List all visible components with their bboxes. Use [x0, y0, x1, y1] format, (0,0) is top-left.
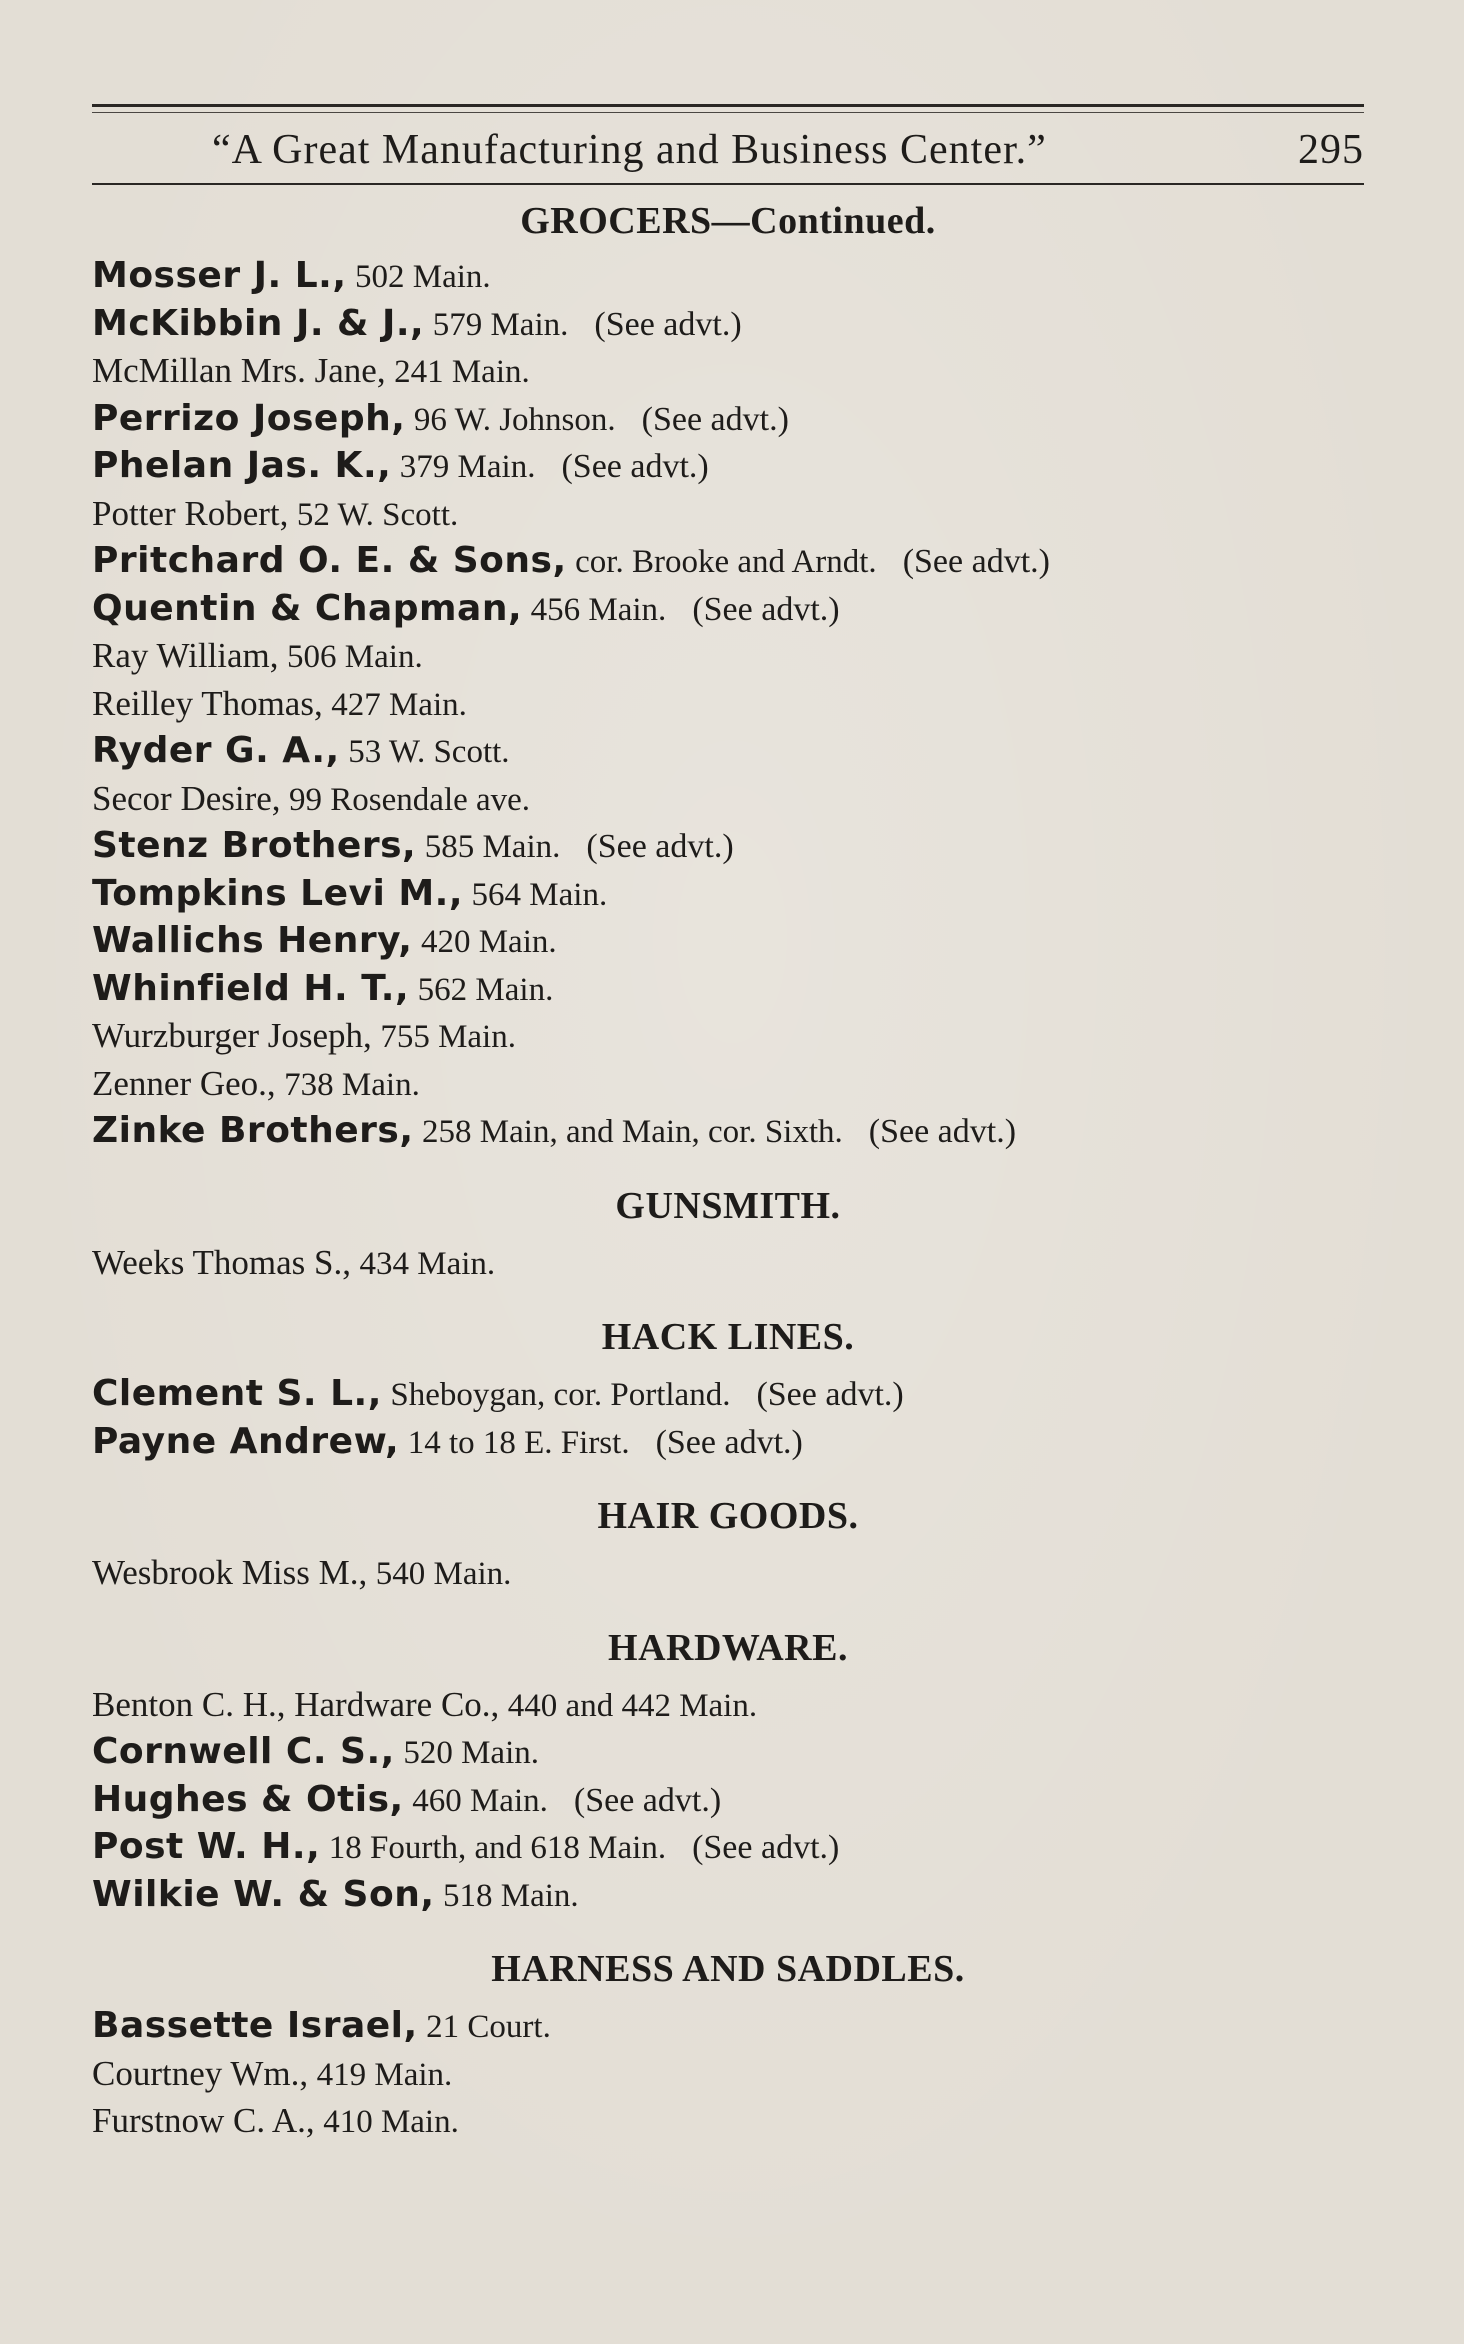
entry-address: 440 and 442 Main. [507, 1687, 758, 1724]
entry-name: Mosser J. L., [92, 255, 347, 296]
entry-name: Tompkins Levi M., [92, 872, 464, 914]
directory-entry [92, 537, 1364, 585]
directory-entry [92, 1823, 1364, 1871]
section-spacer [92, 1465, 1364, 1491]
entry-name: Weeks Thomas S., [92, 1242, 352, 1282]
entry-address: 738 Main. [284, 1066, 420, 1103]
section-heading: GUNSMITH. [615, 1184, 841, 1227]
directory-entry [92, 490, 1364, 538]
section-spacer [92, 1155, 1364, 1181]
directory-entry [92, 1728, 1364, 1776]
directory-entry [92, 2050, 1364, 2098]
heading-spacer [92, 1994, 1364, 2002]
entry-name: McMillan Mrs. Jane, [92, 351, 386, 390]
entry-address: cor. Brooke and Arndt. [575, 544, 877, 580]
entry-address: 99 Rosendale ave. [289, 781, 531, 818]
entry-name: McKibbin J. & J., [92, 302, 425, 344]
entry-name: Ryder G. A., [92, 730, 340, 771]
entry-name: Hughes & Otis, [92, 1778, 404, 1820]
entry-address: 755 Main. [380, 1019, 516, 1055]
see-advt-note: (See advt.) [573, 1781, 722, 1819]
entry-address: 18 Fourth, and 618 Main. [328, 1830, 667, 1866]
section-heading: HARDWARE. [608, 1626, 848, 1669]
directory-entry [92, 870, 1364, 918]
entry-name: Ray William, [92, 636, 279, 675]
heading-spacer [92, 1231, 1364, 1239]
directory-entry [92, 1776, 1364, 1824]
entry-name: Quentin & Chapman, [92, 587, 523, 629]
directory-entry [92, 1681, 1364, 1729]
directory-entry [92, 1549, 1364, 1597]
directory-entry [92, 822, 1364, 870]
entry-name: Payne Andrew, [92, 1420, 400, 1462]
entry-address: 562 Main. [417, 971, 554, 1008]
entry-name: Clement S. L., [92, 1373, 382, 1414]
directory-entry [92, 300, 1364, 348]
entry-address: 502 Main. [355, 259, 491, 295]
entry-name: Potter Robert, [92, 493, 289, 533]
entry-name: Zinke Brothers, [92, 1110, 414, 1151]
directory-entry [92, 917, 1364, 965]
entry-address: Sheboygan, cor. Portland. [390, 1377, 731, 1413]
entry-name: Phelan Jas. K., [92, 445, 392, 486]
entry-name: Wilkie W. & Son, [92, 1873, 435, 1915]
entry-name: Wallichs Henry, [92, 920, 413, 961]
entry-name: Bassette Israel, [92, 2005, 418, 2046]
entry-address: 241 Main. [394, 354, 530, 390]
entry-name: Cornwell C. S., [92, 1731, 395, 1772]
entry-address: 410 Main. [323, 2104, 459, 2140]
header-bottom-rule [92, 183, 1364, 185]
entry-name: Zenner Geo., [92, 1063, 276, 1103]
section-heading: HACK LINES. [601, 1316, 855, 1358]
directory-entry [92, 1012, 1364, 1060]
see-advt-note: (See advt.) [561, 448, 709, 485]
entry-address: 456 Main. [530, 591, 667, 628]
directory-entry [92, 680, 1364, 728]
directory-entry [92, 1418, 1364, 1466]
see-advt-note: (See advt.) [586, 828, 734, 865]
entry-address: 258 Main, and Main, cor. Sixth. [422, 1114, 843, 1150]
directory-entry [92, 1239, 1364, 1287]
directory-entry [92, 1060, 1364, 1108]
see-advt-note: (See advt.) [594, 305, 742, 343]
entry-name: Pritchard O. E. & Sons, [92, 540, 567, 581]
page-number: 295 [1298, 127, 1364, 173]
directory-entry [92, 1871, 1364, 1919]
entry-address: 420 Main. [420, 924, 557, 960]
entry-address: 14 to 18 E. First. [407, 1424, 630, 1461]
see-advt-note: (See advt.) [655, 1423, 803, 1461]
entry-address: 419 Main. [316, 2056, 453, 2093]
entry-address: 434 Main. [359, 1245, 496, 1282]
entry-address: 96 W. Johnson. [413, 401, 616, 438]
entry-address: 506 Main. [287, 639, 423, 675]
directory-entry [92, 1370, 1364, 1418]
directory-entry [92, 252, 1364, 300]
directory-entry [92, 727, 1364, 775]
entry-name: Courtney Wm., [92, 2053, 309, 2093]
entry-address: 520 Main. [403, 1735, 540, 1771]
see-advt-note: (See advt.) [641, 400, 789, 438]
heading-spacer [92, 1362, 1364, 1370]
section-spacer [92, 1918, 1364, 1944]
entry-address: 379 Main. [399, 449, 536, 485]
heading-spacer [92, 1673, 1364, 1681]
section-spacer [92, 1597, 1364, 1623]
section-heading: HARNESS AND SADDLES. [491, 1948, 965, 1990]
entry-address: 53 W. Scott. [348, 734, 510, 770]
directory-entry [92, 2002, 1364, 2050]
directory-entry [92, 775, 1364, 823]
directory-entry [92, 632, 1364, 680]
directory-entry [92, 2097, 1364, 2145]
section-heading: HAIR GOODS. [597, 1495, 859, 1537]
entry-address: 427 Main. [331, 686, 467, 723]
entry-name: Wurzburger Joseph, [92, 1016, 372, 1055]
entry-address: 579 Main. [432, 306, 569, 343]
see-advt-note: (See advt.) [692, 590, 840, 628]
entry-address: 564 Main. [471, 876, 608, 913]
running-header [92, 122, 1364, 182]
entry-name: Post W. H., [92, 1826, 321, 1867]
entry-name: Wesbrook Miss M., [92, 1553, 368, 1592]
see-advt-note: (See advt.) [692, 1829, 840, 1866]
section-heading: GROCERS—Continued. [520, 200, 936, 242]
directory-entry [92, 1107, 1364, 1155]
entry-address: 21 Court. [426, 2009, 551, 2045]
section-spacer [92, 1286, 1364, 1312]
directory-entry [92, 585, 1364, 633]
entry-name: Stenz Brothers, [92, 825, 417, 866]
directory-entry [92, 347, 1364, 395]
entry-name: Perrizo Joseph, [92, 397, 406, 439]
see-advt-note: (See advt.) [868, 1113, 1017, 1150]
entry-address: 585 Main. [424, 829, 561, 865]
see-advt-note: (See advt.) [756, 1376, 904, 1413]
entry-address: 518 Main. [443, 1877, 579, 1914]
running-title: “A Great Manufacturing and Business Center.” [212, 127, 1047, 173]
directory-entry [92, 442, 1364, 490]
entry-address: 540 Main. [375, 1556, 512, 1592]
entry-address: 460 Main. [412, 1782, 548, 1819]
header-top-rule-thin [92, 112, 1364, 113]
directory-listing [92, 196, 1364, 2145]
entry-address: 52 W. Scott. [296, 496, 459, 533]
entry-name: Furstnow C. A., [92, 2101, 315, 2140]
entry-name: Whinfield H. T., [92, 967, 410, 1009]
entry-name: Benton C. H., Hardware Co., [92, 1684, 500, 1724]
see-advt-note: (See advt.) [902, 543, 1050, 580]
entry-name: Secor Desire, [92, 778, 281, 818]
entry-name: Reilley Thomas, [92, 683, 323, 723]
heading-spacer [92, 1541, 1364, 1549]
directory-entry [92, 395, 1364, 443]
header-top-rule [92, 104, 1364, 107]
directory-entry [92, 965, 1364, 1013]
